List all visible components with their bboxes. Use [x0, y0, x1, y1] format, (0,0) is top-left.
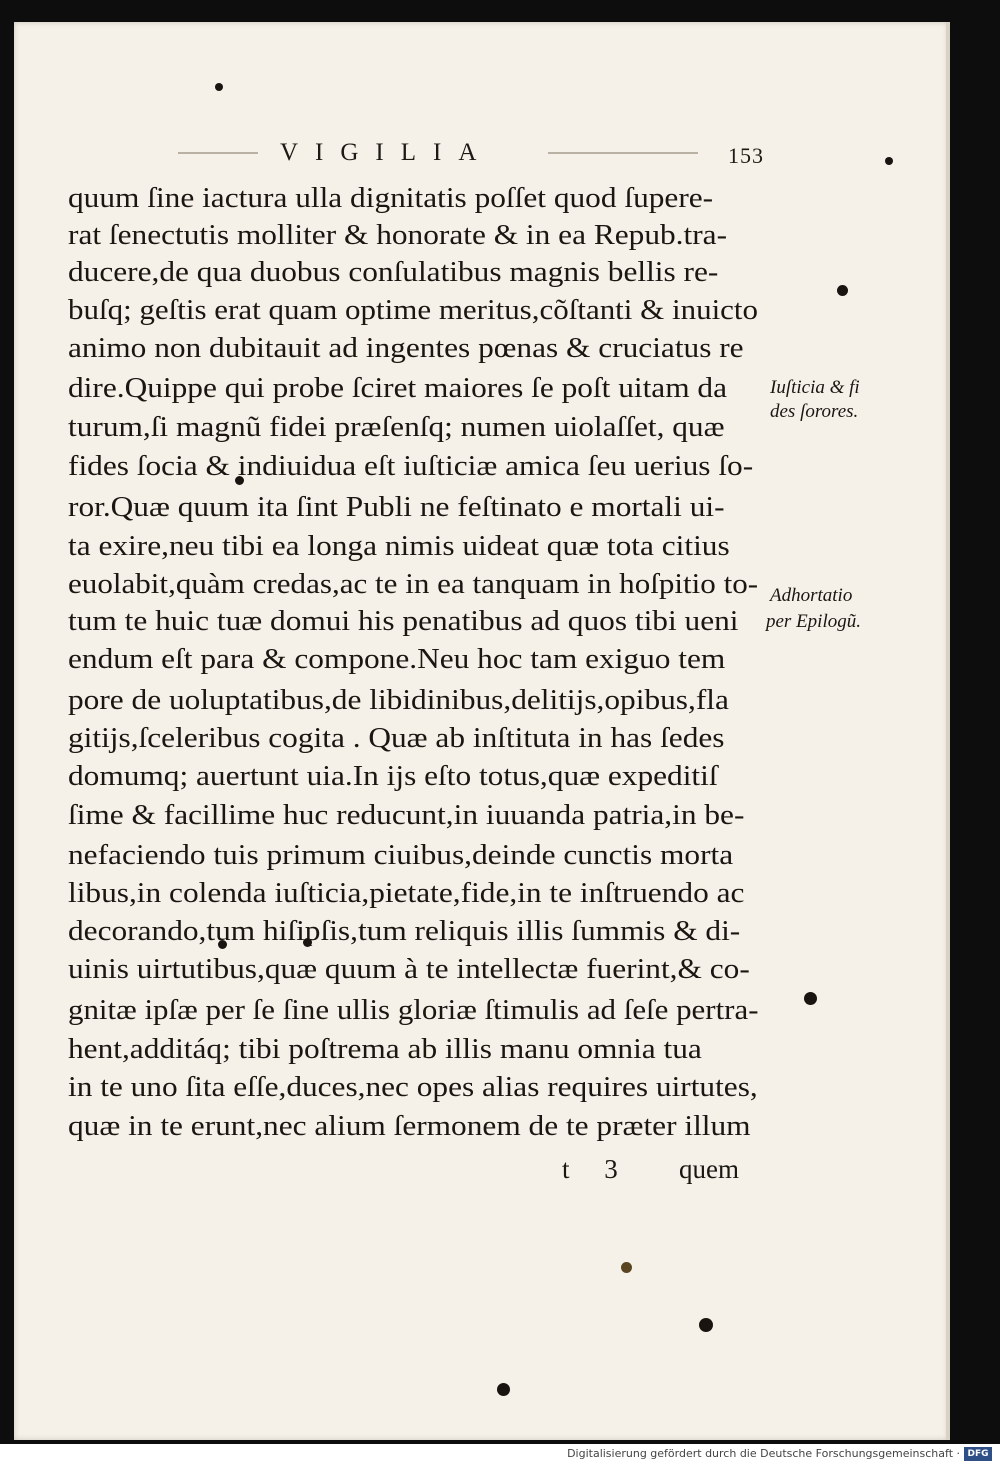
text-line: rat ſenectutis molliter & honorate & in ea Repub.tra-	[68, 220, 728, 251]
text-line: turum,ſi magnũ fidei præſenſq; numen uiolaſſet, quæ	[68, 412, 725, 443]
text-line: gnitæ ipſæ per ſe ſine ullis gloriæ ſtimulis ad ſeſe pertra-	[68, 995, 759, 1026]
footer-bar	[0, 1444, 1000, 1464]
text-line: libus,in colenda iuſticia,pietate,fide,in te inſtruendo ac	[68, 878, 745, 909]
margin-note	[770, 376, 860, 424]
text-line: animo non dubitauit ad ingentes pœnas & cruciatus re	[68, 333, 744, 364]
text-line: ſime & facillime huc reducunt,in iuuanda patria,in be-	[68, 800, 745, 831]
text-line: tum te huic tuæ domui his penatibus ad quos tibi ueni	[68, 606, 739, 637]
text-line: ta exire,neu tibi ea longa nimis uideat quæ tota citius	[68, 531, 730, 562]
signature-mark: t 3	[562, 1154, 632, 1184]
text-line: pore de uoluptatibus,de libidinibus,delitijs,opibus,fla	[68, 685, 729, 716]
ink-spot	[699, 1318, 713, 1332]
dfg-logo: DFG	[964, 1447, 992, 1461]
ink-spot	[621, 1262, 632, 1273]
text-line: quum ſine iactura ulla dignitatis poſſet quod ſupere-	[68, 183, 714, 214]
text-line: euolabit,quàm credas,ac te in ea tanquam in hoſpitio to-	[68, 569, 759, 600]
text-line: gitijs,ſceleribus cogita . Quæ ab inſtituta in has ſedes	[68, 723, 725, 754]
text-line: dire.Quippe qui probe ſciret maiores ſe poſt uitam da	[68, 373, 728, 404]
text-line: quæ in te erunt,nec alium ſermonem de te præter illum	[68, 1111, 751, 1142]
text-line: nefaciendo tuis primum ciuibus,deinde cunctis morta	[68, 840, 734, 871]
ink-spot	[497, 1383, 510, 1396]
catchword: quem	[679, 1154, 739, 1184]
text-line: endum eſt para & compone.Neu hoc tam exiguo tem	[68, 644, 726, 675]
margin-note-line: per Epilogũ.	[766, 611, 861, 632]
text-line: uinis uirtutibus,quæ quum à te intellectæ fuerint,& co-	[68, 954, 750, 985]
margin-note-line: Adhortatio	[770, 585, 853, 606]
text-line: ducere,de qua duobus conſulatibus magnis bellis re-	[68, 257, 719, 288]
text-line: decorando,tum hiſipſis,tum reliquis illis ſummis & di-	[68, 916, 741, 947]
margin-note-line: Iuſticia & fi	[770, 377, 860, 398]
page-number: 153	[728, 143, 764, 168]
funding-credit: Digitalisierung gefördert durch die Deutsche Forschungsgemeinschaft ·	[567, 1447, 960, 1460]
text-line: in te uno ſita eſſe,duces,nec opes alias requires uirtutes,	[68, 1072, 758, 1103]
running-head: VIGILIA	[280, 139, 494, 166]
text-line: buſq; geſtis erat quam optime meritus,cõſtanti & inuicto	[68, 295, 759, 326]
text-line: hent,additáq; tibi poſtrema ab illis manu omnia tua	[68, 1034, 702, 1065]
margin-note	[766, 584, 861, 634]
text-line: ror.Quæ quum ita ſint Publi ne feſtinato e mortali ui-	[68, 492, 725, 523]
text-line: domumq; auertunt uia.In ijs eſto totus,quæ expeditiſ	[68, 761, 718, 792]
margin-note-line: des ſorores.	[770, 401, 859, 422]
text-line: fides ſocia & indiuidua eſt iuſticiæ amica ſeu uerius ſo-	[68, 451, 754, 482]
